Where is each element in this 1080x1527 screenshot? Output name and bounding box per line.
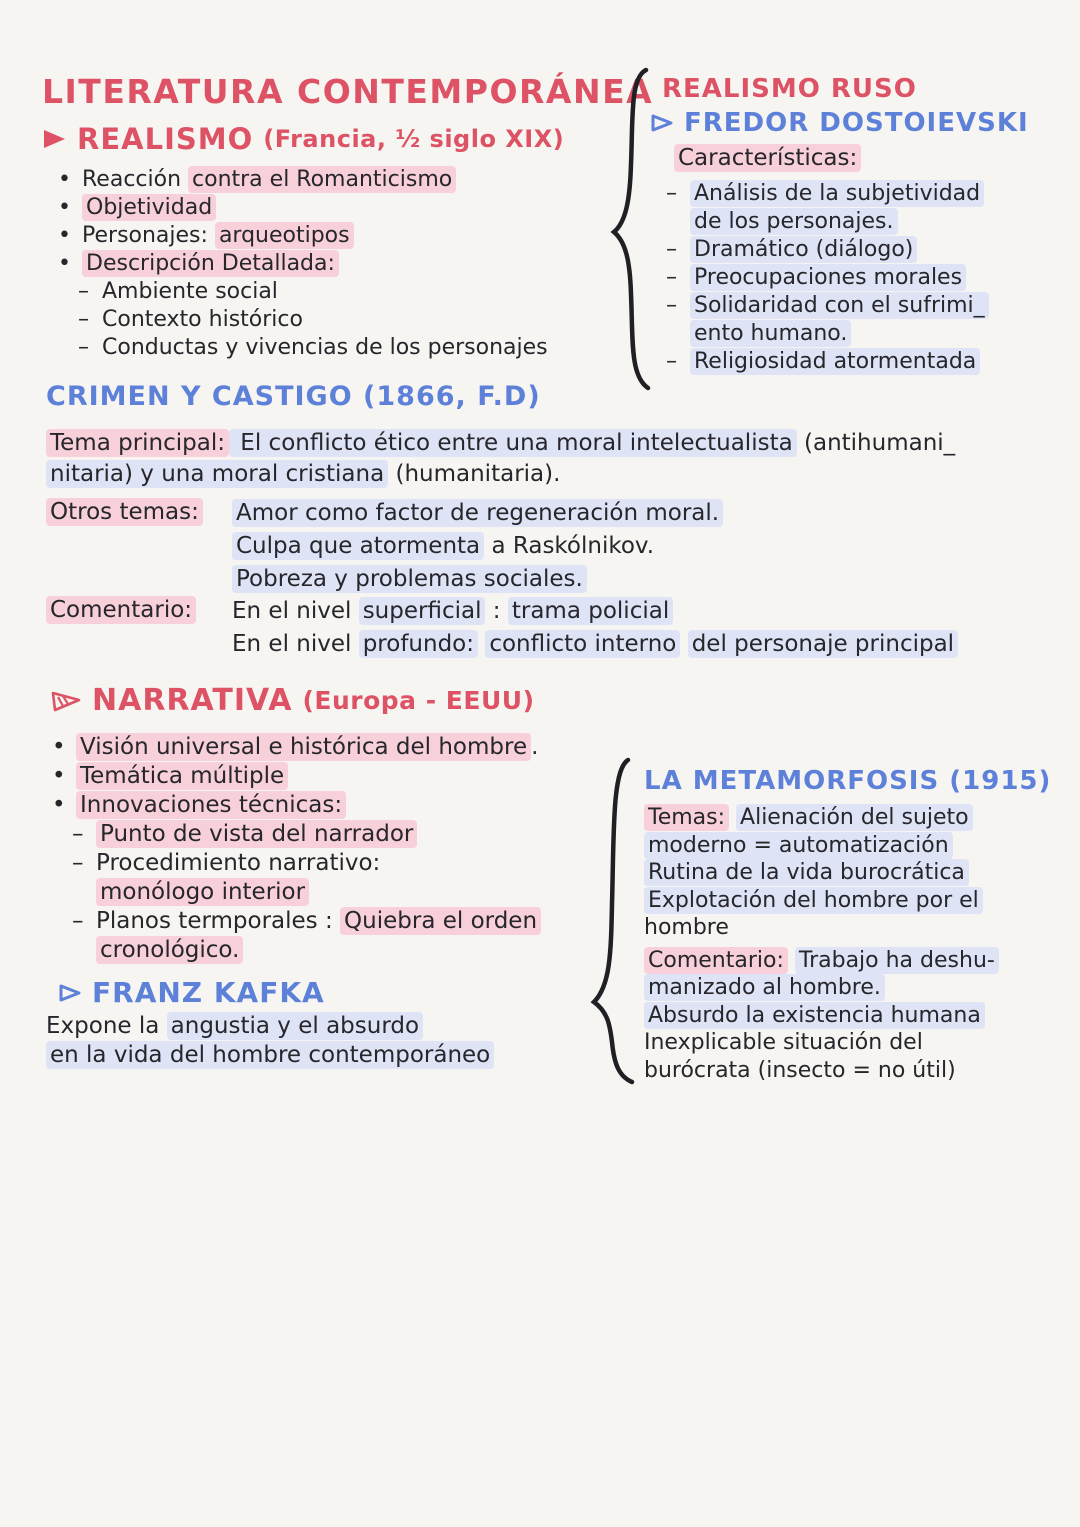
text-line <box>52 733 541 762</box>
text-line <box>52 907 541 936</box>
text-line <box>644 1029 999 1057</box>
text-segment: . <box>531 734 539 760</box>
dash-marker: – <box>78 279 89 304</box>
text-segment: (humanitaria). <box>388 461 561 487</box>
text-segment <box>788 948 795 973</box>
otros-temas-list <box>232 497 723 596</box>
text-line <box>52 762 541 791</box>
text-segment: Reacción <box>82 167 189 192</box>
bullet-marker: • <box>58 223 71 248</box>
dash-marker: – <box>666 293 677 318</box>
narrativa-bullet-list <box>52 733 541 965</box>
text-segment: Temática múltiple <box>76 762 288 790</box>
text-segment: ento humano. <box>690 320 851 347</box>
dash-marker: – <box>72 821 84 847</box>
text-line <box>666 348 989 376</box>
metamorfosis-list <box>644 804 999 1084</box>
text-line <box>666 208 989 236</box>
section-heading-narrativa <box>50 683 535 718</box>
tema-principal-paragraph <box>46 428 955 490</box>
text-line <box>58 306 548 334</box>
kafka-heading-label: FRANZ KAFKA <box>92 976 325 1009</box>
text-segment: Preocupaciones morales <box>690 264 966 291</box>
text-segment: conflicto interno <box>485 630 680 658</box>
text-segment: Descripción Detallada: <box>82 250 339 277</box>
text-segment: Contexto histórico <box>102 307 303 332</box>
text-segment: Comentario: <box>644 947 788 974</box>
realismo-heading-label: REALISMO <box>77 122 254 156</box>
text-segment <box>680 631 687 657</box>
dash-marker: – <box>666 349 677 374</box>
dash-marker: – <box>666 237 677 262</box>
text-line <box>52 936 541 965</box>
text-line <box>58 166 548 194</box>
kafka-paragraph <box>46 1012 494 1070</box>
filled-triangle-icon <box>42 128 67 150</box>
text-line <box>644 887 999 915</box>
text-line <box>232 530 723 563</box>
text-segment: Análisis de la subjetividad <box>690 180 984 207</box>
realismo-ruso-list <box>666 180 989 376</box>
section-heading-realismo <box>42 122 564 156</box>
text-segment: cronológico. <box>96 936 243 964</box>
doodle-arrow-icon <box>50 688 82 713</box>
text-segment: Innovaciones técnicas: <box>76 791 346 819</box>
dash-marker: – <box>78 335 89 360</box>
bullet-marker: • <box>58 251 71 276</box>
text-line <box>52 791 541 820</box>
comentario-list <box>232 595 958 661</box>
otros-temas-label-text: Otros temas: <box>46 498 203 526</box>
bullet-marker: • <box>58 195 71 220</box>
crimen-castigo-heading <box>46 381 541 412</box>
text-line <box>232 563 723 596</box>
bullet-marker: • <box>58 167 71 192</box>
text-line <box>644 804 999 832</box>
text-line <box>58 250 548 278</box>
text-line <box>58 222 548 250</box>
text-segment: arqueotipos <box>215 222 354 249</box>
caracteristicas-label <box>674 145 861 171</box>
text-line <box>232 497 723 530</box>
text-segment: Personajes: <box>82 223 215 248</box>
text-segment: Solidaridad con el sufrimi_ <box>690 292 989 319</box>
dash-marker: – <box>72 908 84 934</box>
text-line <box>644 914 999 942</box>
text-line <box>644 859 999 887</box>
text-line <box>666 292 989 320</box>
text-segment: En el nivel <box>232 631 359 657</box>
text-line <box>52 820 541 849</box>
text-segment: (antihumani_ <box>796 430 956 456</box>
text-line <box>644 1057 999 1085</box>
metamorfosis-heading: LA METAMORFOSIS (1915) <box>644 766 1052 796</box>
text-segment: Procedimiento narrativo: <box>96 850 381 876</box>
text-line <box>46 459 955 490</box>
bullet-marker: • <box>52 763 66 789</box>
text-segment: Expone la <box>46 1013 167 1039</box>
text-segment: Quiebra el orden <box>340 907 541 935</box>
narrativa-heading-note: (Europa - EEUU) <box>302 686 535 715</box>
outline-triangle-icon <box>650 113 674 133</box>
narrativa-heading-label: NARRATIVA <box>92 683 293 718</box>
text-segment: : <box>485 598 508 624</box>
text-line <box>666 264 989 292</box>
text-segment: nitaria) y una moral cristiana <box>46 460 388 488</box>
text-line <box>644 1002 999 1030</box>
text-segment: Planos termporales : <box>96 908 341 934</box>
text-line <box>666 180 989 208</box>
text-line <box>644 974 999 1002</box>
text-segment: Temas: <box>644 804 729 831</box>
curly-brace-icon <box>584 754 638 1086</box>
dash-marker: – <box>666 181 677 206</box>
text-line <box>58 334 548 362</box>
kafka-heading <box>58 976 325 1009</box>
text-line <box>644 832 999 860</box>
text-line <box>666 320 989 348</box>
text-line <box>644 947 999 975</box>
realismo-heading-note: (Francia, ½ siglo XIX) <box>263 125 565 153</box>
text-line <box>58 278 548 306</box>
text-line <box>46 428 955 459</box>
text-segment: Dramático (diálogo) <box>690 236 917 263</box>
text-segment: Religiosidad atormentada <box>690 348 980 375</box>
bullet-marker: • <box>52 734 66 760</box>
text-segment: de los personajes. <box>690 208 898 235</box>
realismo-bullet-list <box>58 166 548 362</box>
text-segment: Inexplicable situación del <box>644 1030 923 1055</box>
text-segment: en la vida del hombre contemporáneo <box>46 1041 494 1069</box>
otros-temas-label <box>46 499 203 525</box>
text-segment: Rutina de la vida burocrática <box>644 859 969 886</box>
text-segment: superficial <box>359 597 486 625</box>
text-segment: Explotación del hombre por el <box>644 887 983 914</box>
text-segment: Alienación del sujeto <box>736 804 973 831</box>
text-segment: moderno = automatización <box>644 832 953 859</box>
comentario-label <box>46 597 196 623</box>
text-segment: Trabajo ha deshu- <box>795 947 999 974</box>
text-line <box>232 628 958 661</box>
text-segment <box>729 805 736 830</box>
text-segment: Absurdo la existencia humana <box>644 1002 985 1029</box>
crimen-castigo-heading-label: CRIMEN Y CASTIGO (1866, F.D) <box>46 381 541 412</box>
comentario-label-text: Comentario: <box>46 596 196 624</box>
text-segment: manizado al hombre. <box>644 974 885 1001</box>
text-segment: Pobreza y problemas sociales. <box>232 565 587 593</box>
text-segment: Tema principal: <box>46 429 229 457</box>
text-segment: hombre <box>644 915 729 940</box>
text-segment: Amor como factor de regeneración moral. <box>232 499 723 527</box>
text-segment: burócrata (insecto = no útil) <box>644 1057 956 1083</box>
text-segment: En el nivel <box>232 598 359 624</box>
text-line <box>232 595 958 628</box>
text-segment: monólogo interior <box>96 878 309 906</box>
text-segment: contra el Romanticismo <box>188 166 456 193</box>
text-segment: a Raskólnikov. <box>484 533 655 559</box>
text-line <box>46 1041 494 1070</box>
text-segment: Conductas y vivencias de los personajes <box>102 335 548 360</box>
outline-triangle-icon <box>58 983 82 1003</box>
text-line <box>52 878 541 907</box>
text-segment: del personaje principal <box>688 630 958 658</box>
text-segment: Ambiente social <box>102 279 278 304</box>
dash-marker: – <box>72 850 84 876</box>
dash-marker: – <box>666 265 677 290</box>
text-segment: Objetividad <box>82 194 216 221</box>
text-segment: El conflicto ético entre una moral intelectualista <box>229 429 797 457</box>
dash-marker: – <box>78 307 89 332</box>
text-segment: Visión universal e histórica del hombre <box>76 733 531 761</box>
dostoievski-heading <box>650 108 1029 138</box>
text-segment: trama policial <box>508 597 673 625</box>
text-segment: angustia y el absurdo <box>167 1012 423 1040</box>
realismo-ruso-heading: REALISMO RUSO <box>662 74 917 104</box>
text-line <box>52 849 541 878</box>
text-segment: Culpa que atormenta <box>232 532 484 560</box>
dostoievski-heading-label: FREDOR DOSTOIEVSKI <box>684 108 1029 138</box>
bullet-marker: • <box>52 792 66 818</box>
text-segment: profundo: <box>359 630 478 658</box>
text-segment: Punto de vista del narrador <box>96 820 417 848</box>
text-line <box>58 194 548 222</box>
text-line <box>46 1012 494 1041</box>
text-line <box>666 236 989 264</box>
page-title: LITERATURA CONTEMPORÁNEA <box>42 72 654 111</box>
caracteristicas-label-text: Características: <box>674 144 861 172</box>
